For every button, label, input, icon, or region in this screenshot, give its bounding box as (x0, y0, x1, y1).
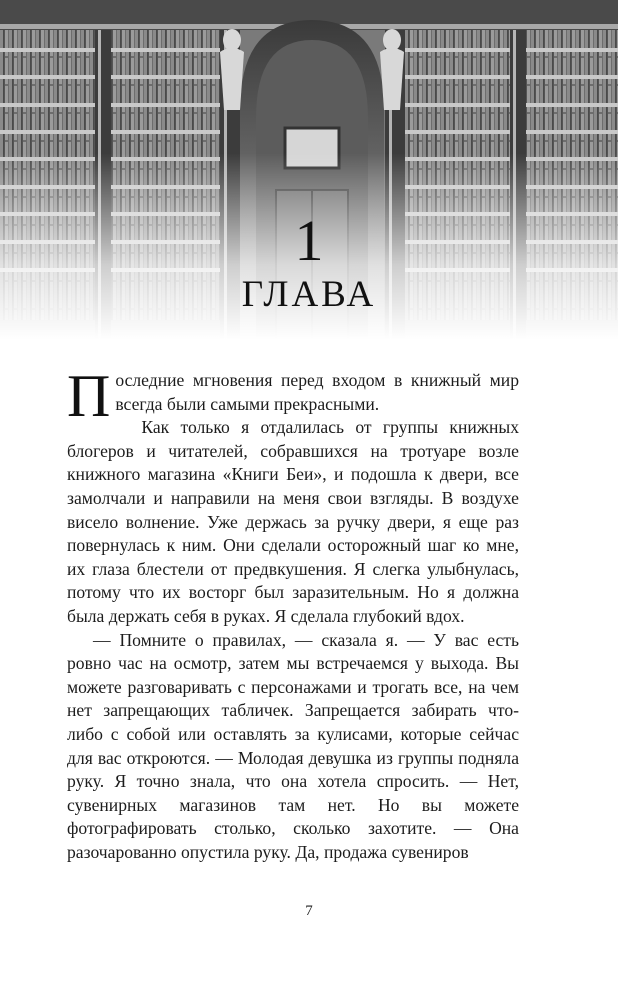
chapter-header-illustration (0, 0, 618, 340)
chapter-number: 1 (294, 208, 324, 273)
paragraph (67, 363, 519, 429)
paragraph-text: оследние мгновения перед входом в книжный мир всегда были самыми прекрасными. (115, 370, 519, 414)
drop-cap: П (67, 363, 111, 429)
page-number: 7 (305, 903, 313, 919)
paragraph: — Помните о правилах, — сказала я. — У вас есть ровно час на осмотр, затем мы встречаемся у выхода. Вы можете разговаривать с персонажами и трогать все, на чем нет запрещающих табличек. Запрещается забирать что-либо с собой или оставлять за кулисами, которые сейчас для вас откроются. — Молодая девушка из группы подняла руку. Я точно знала, что она хотела спросить. — Нет, сувенирных магазинов там нет. Но вы можете фотографировать столько, сколько захотите. — Она разочарованно опустила руку. Да, продажа сувениров (67, 629, 519, 862)
body-text (67, 363, 519, 864)
paragraph: Как только я отдалилась от группы книжных блогеров и читателей, собравшихся на тротуаре возле книжного магазина «Книги Беи», и подошла к двери, все замолчали и направили на меня свои взгляды. В воздухе висело волнение. Уже держась за ручку двери, я еще раз повернулась к ним. Они сделали осторожный шаг ко мне, их глаза блестели от предвкушения. Я слегка улыбнулась, потому что их восторг был заразительным. Но я должна была держать себя в руках. Я сделала глубокий вдох. (67, 417, 519, 626)
chapter-heading: ГЛАВА (241, 274, 377, 315)
